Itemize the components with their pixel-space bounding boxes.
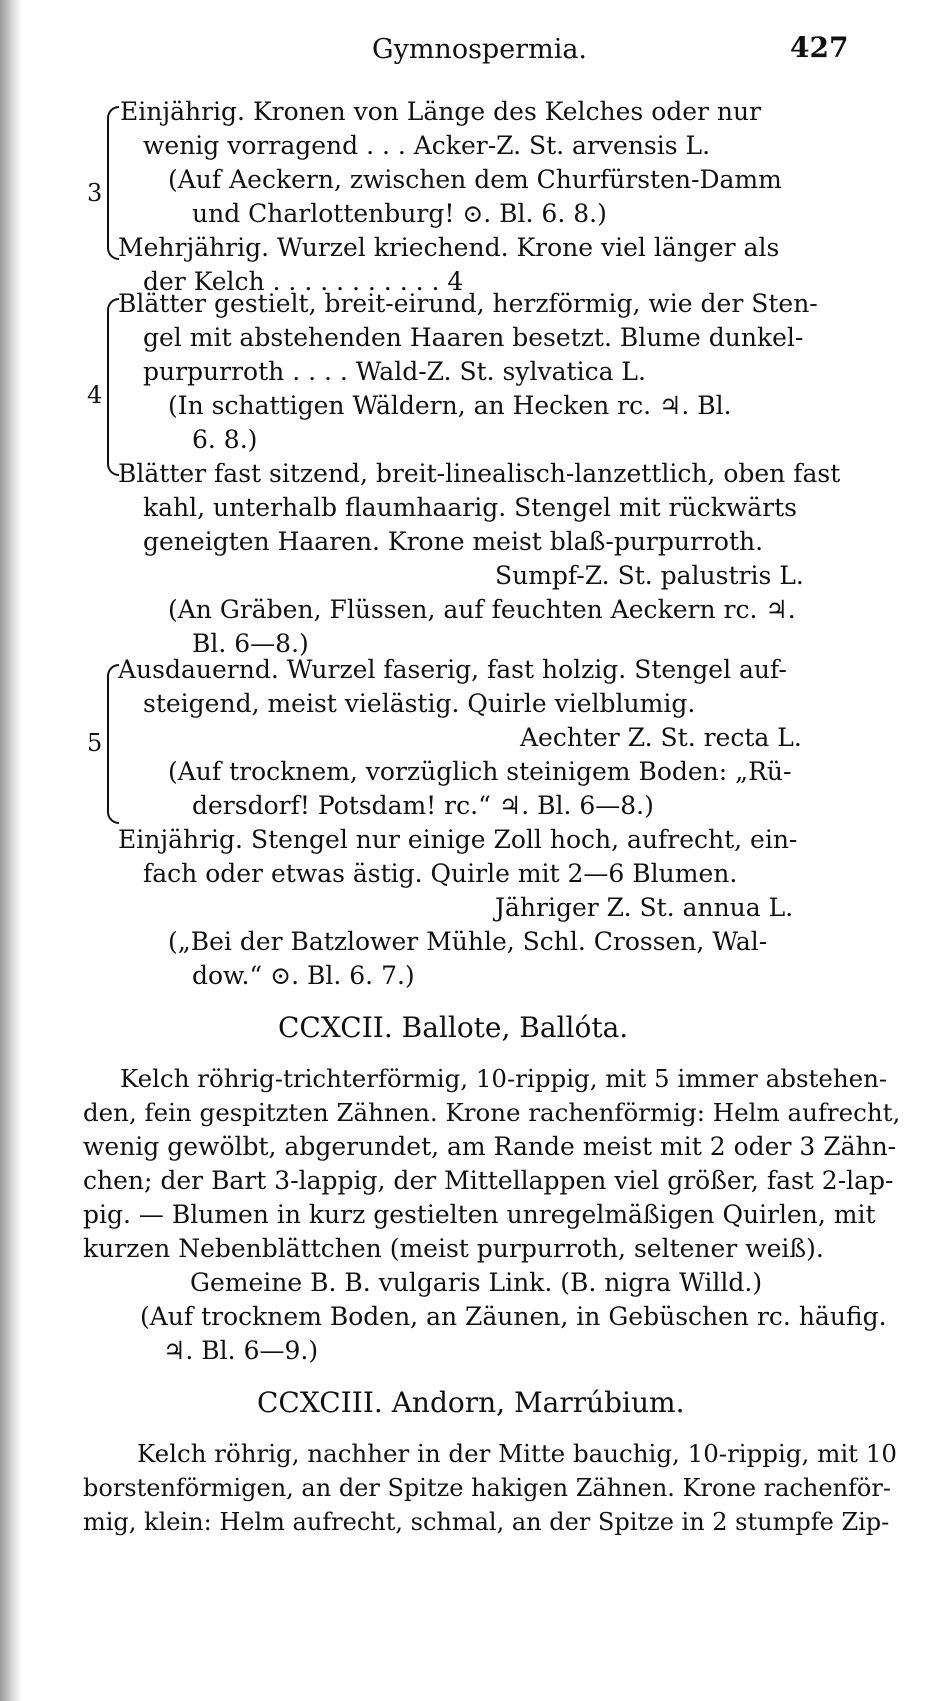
- key4-line-9: Sumpf-Z. St. palustris L.: [495, 561, 804, 590]
- ccxcii-line-3: wenig gewölbt, abgerundet, am Rande meist mit 2 oder 3 Zähn-: [83, 1132, 897, 1161]
- ccxciii-line-3: mig, klein: Helm aufrecht, schmal, an der Spitze in 2 stumpfe Zip-: [83, 1508, 890, 1536]
- key4-line-2: gel mit abstehenden Haaren besetzt. Blume dunkel-: [143, 323, 804, 352]
- key4-line-5: 6. 8.): [192, 425, 258, 454]
- key-bracket-4: [107, 298, 119, 476]
- page-number: 427: [790, 31, 849, 64]
- ccxcii-line-8: (Auf trocknem Boden, an Zäunen, in Gebüschen rc. häufig.: [140, 1302, 887, 1331]
- key-bracket-5: [107, 664, 119, 824]
- key3-line-5: Mehrjährig. Wurzel kriechend. Krone viel länger als: [118, 233, 780, 262]
- key3-line-1: Einjährig. Kronen von Länge des Kelches oder nur: [120, 97, 762, 126]
- key5-line-4: (Auf trocknem, vorzüglich steinigem Boden: „Rü-: [168, 757, 792, 786]
- key4-line-3: purpurroth . . . . Wald-Z. St. sylvatica L.: [143, 357, 646, 386]
- key4-line-4: (In schattigen Wäldern, an Hecken rc. ♃. Bl.: [168, 391, 732, 420]
- ccxciii-line-2: borstenförmigen, an der Spitze hakigen Zähnen. Krone rachenför-: [83, 1474, 891, 1502]
- key4-line-10: (An Gräben, Flüssen, auf feuchten Aeckern rc. ♃.: [168, 595, 796, 624]
- key5-line-9: („Bei der Batzlower Mühle, Schl. Crossen, Wal-: [168, 927, 768, 956]
- binding-shadow: [0, 0, 22, 1701]
- ccxcii-line-7: Gemeine B. B. vulgaris Link. (B. nigra Willd.): [190, 1268, 763, 1297]
- key3-line-4: und Charlottenburg! ⊙. Bl. 6. 8.): [192, 199, 607, 228]
- key4-line-7: kahl, unterhalb flaumhaarig. Stengel mit rückwärts: [143, 493, 797, 522]
- ccxcii-line-4: chen; der Bart 3-lappig, der Mittellappen viel größer, fast 2-lap-: [83, 1166, 894, 1195]
- key4-line-1: Blätter gestielt, breit-eirund, herzförmig, wie der Sten-: [118, 289, 818, 318]
- ccxcii-line-9: ♃. Bl. 6—9.): [163, 1336, 319, 1365]
- ccxcii-line-2: den, fein gespitzten Zähnen. Krone rachenförmig: Helm aufrecht,: [83, 1098, 901, 1127]
- section-heading-ccxciii: CCXCIII. Andorn, Marrúbium.: [257, 1386, 685, 1419]
- key5-line-1: Ausdauernd. Wurzel faserig, fast holzig. Stengel auf-: [118, 655, 787, 684]
- key5-line-2: steigend, meist vielästig. Quirle vielblumig.: [143, 689, 696, 718]
- key5-line-5: dersdorf! Potsdam! rc.“ ♃. Bl. 6—8.): [192, 791, 654, 820]
- key4-line-8: geneigten Haaren. Krone meist blaß-purpurroth.: [143, 527, 764, 556]
- key5-line-8: Jähriger Z. St. annua L.: [495, 893, 794, 922]
- running-header-title: Gymnospermia.: [372, 34, 588, 65]
- key3-line-3: (Auf Aeckern, zwischen dem Churfürsten-Damm: [168, 165, 782, 194]
- ccxciii-line-1: Kelch röhrig, nachher in der Mitte bauchig, 10-rippig, mit 10: [137, 1439, 897, 1468]
- key-number-4: 4: [87, 381, 103, 409]
- ccxcii-line-5: pig. — Blumen in kurz gestielten unregelmäßigen Quirlen, mit: [83, 1200, 876, 1229]
- key4-line-6: Blätter fast sitzend, breit-linealisch-lanzettlich, oben fast: [118, 459, 841, 488]
- key5-line-6: Einjährig. Stengel nur einige Zoll hoch, aufrecht, ein-: [118, 825, 798, 854]
- key-number-5: 5: [87, 729, 103, 757]
- section-heading-ccxcii: CCXCII. Ballote, Ballóta.: [278, 1011, 629, 1044]
- key5-line-7: fach oder etwas ästig. Quirle mit 2—6 Blumen.: [143, 859, 738, 888]
- ccxcii-line-1: Kelch röhrig-trichterförmig, 10-rippig, mit 5 immer abstehen-: [120, 1064, 888, 1093]
- key5-line-10: dow.“ ⊙. Bl. 6. 7.): [192, 961, 415, 990]
- key3-line-2: wenig vorragend . . . Acker-Z. St. arvensis L.: [143, 131, 711, 160]
- key5-line-3: Aechter Z. St. recta L.: [520, 723, 802, 752]
- key-number-3: 3: [87, 179, 103, 207]
- key3-line-6: der Kelch . . . . . . . . . . . 4: [143, 267, 464, 296]
- ccxcii-line-6: kurzen Nebenblättchen (meist purpurroth, seltener weiß).: [83, 1234, 824, 1263]
- key4-line-11: Bl. 6—8.): [192, 629, 309, 658]
